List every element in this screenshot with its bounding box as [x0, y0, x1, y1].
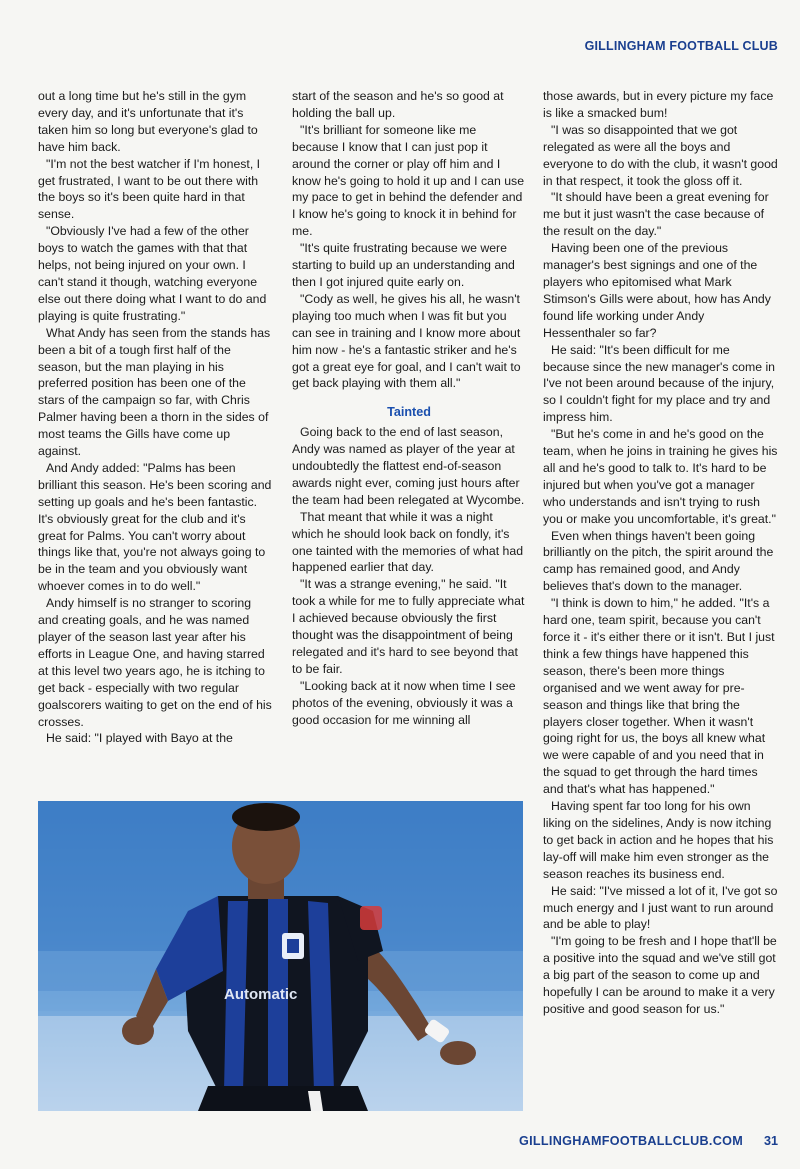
- paragraph: He said: "I played with Bayo at the: [46, 731, 233, 746]
- paragraph: Going back to the end of last season, Andy was named as player of the year at undoubtedly the flattest end-of-season awards night ever, coming just hours after the team had been relegated at Wycombe.: [292, 425, 525, 507]
- paragraph: Having been one of the previous manager's best signings and one of the players who epitomised what Mark Stimson's Gills were about, how has Andy found life working under Andy Hessenthaler so far?: [543, 241, 771, 340]
- paragraph: "It was a strange evening," he said. "It took a while for me to fully appreciate what I achieved because obviously the first thought was the disappointment of being relegated and it's hard to see beyond that to be fair.: [292, 577, 525, 676]
- paragraph: What Andy has seen from the stands has been a bit of a tough first half of the season, but the man playing in his preferred position has been one of the stars of the campaign so far, with Chris Palmer having been a thorn in the sides of most teams the Gills have come up against.: [38, 325, 271, 459]
- paragraph: "It's quite frustrating because we were starting to build up an understanding and then I got injured quite early on.: [292, 241, 515, 289]
- player-illustration: [38, 801, 523, 1111]
- paragraph: "I'm going to be fresh and I hope that'll be a positive into the squad and we've still got a big part of the season to come up and hopefully I can be around to make it a very positive and good season for us.": [543, 934, 777, 1016]
- footer-url: GILLINGHAMFOOTBALLCLUB.COM: [519, 1134, 743, 1148]
- paragraph: That meant that while it was a night which he should look back on fondly, it's one tainted with the memories of what had happened earlier that day.: [292, 509, 524, 575]
- paragraph: start of the season and he's so good at holding the ball up.: [292, 89, 504, 120]
- paragraph: those awards, but in every picture my face is like a smacked bum!: [543, 89, 774, 120]
- paragraph: Even when things haven't been going brilliantly on the pitch, the spirit around the camp has remained good, and Andy believes that's down to the manager.: [543, 528, 774, 594]
- paragraph: "I was so disappointed that we got relegated as were all the boys and everyone to do with the club, it wasn't good in that respect, it took the gloss off it.: [543, 122, 778, 188]
- article-column-2: [292, 88, 526, 729]
- paragraph: He said: "I've missed a lot of it, I've got so much energy and I just want to run around and be able to play!: [543, 883, 778, 932]
- paragraph: "Obviously I've had a few of the other boys to watch the games with that that helps, not being injured on your own. I can't stand it though, watching everyone else out there doing what I want to do and playing is quite frustrating.": [38, 224, 267, 323]
- paragraph: Having spent far too long for his own liking on the sidelines, Andy is now itching to get back in action and he hopes that his lay-off will make him even stronger as the season reaches its business end.: [543, 799, 774, 881]
- shirt-sponsor-text: Automatic: [224, 986, 298, 1003]
- paragraph: He said: "It's been difficult for me because since the new manager's come in I've not been around because of the injury, so I couldn't fight for my place and try and impress him.: [543, 342, 776, 425]
- header-title: GILLINGHAM FOOTBALL CLUB: [584, 39, 778, 53]
- paragraph: "I think is down to him," he added. "It's a hard one, team spirit, because you can't force it - it's either there or it isn't. But I just think a few things have happened this season, there's been more things organised and we went away for pre-season and things like that bring the players closer together. When it wasn't going right for us, the boys all knew what we were capable of and you need that in the squad to get through the hard times and that's what has happened.": [543, 596, 775, 797]
- paragraph: "Cody as well, he gives his all, he wasn't playing too much when I was fit but you can see in training and I know more about him now - he's a fantastic striker and he's got a great eye for goal, and I can't wait to get back playing with them all.": [292, 291, 521, 391]
- player-photo: [38, 801, 523, 1111]
- paragraph: "Looking back at it now when time I see photos of the evening, obviously it was a good occasion for me winning all: [292, 678, 516, 727]
- paragraph: "But he's come in and he's good on the team, when he joins in training he gives his all and he's good to talk to. It's hard to be injured but when you've got a manager who understands and isn't trying to rush you or make you uncomfortable, it's great.": [543, 427, 778, 526]
- paragraph: "It's brilliant for someone like me because I know that I can just pop it around the corner or play off him and I know he's going to hold it up and I can use my pace to get in behind the defender and I know he's going to knock it in behind for me.: [292, 122, 525, 239]
- paragraph: out a long time but he's still in the gym every day, and it's unfortunate that it's taken him so long but everyone's glad to have him back.: [38, 89, 258, 154]
- article-column-3: [543, 88, 779, 1018]
- paragraph: "I'm not the best watcher if I'm honest, I get frustrated, I want to be out there with the boys so it's been quite hard in that sense.: [38, 156, 261, 222]
- article-column-1: [38, 88, 274, 747]
- paragraph: "It should have been a great evening for me but it just wasn't the case because of the result on the day.": [543, 190, 769, 239]
- section-subheading: Tainted: [387, 405, 431, 420]
- paragraph: And Andy added: "Palms has been brilliant this season. He's been scoring and setting up goals and he's been fantastic. It's obviously great for the club and it's great for Palms. You can't worry about things like that, you're not always going to be in the team and you obviously want whoever comes in to do well.": [38, 460, 272, 594]
- paragraph: Andy himself is no stranger to scoring and creating goals, and he was named player of the season last year after his efforts in League One, and having starred at this level two years ago, he is itching to get back - especially with two regular goalscorers waiting to get on the end of his crosses.: [38, 596, 272, 729]
- page-number: 31: [763, 1134, 778, 1148]
